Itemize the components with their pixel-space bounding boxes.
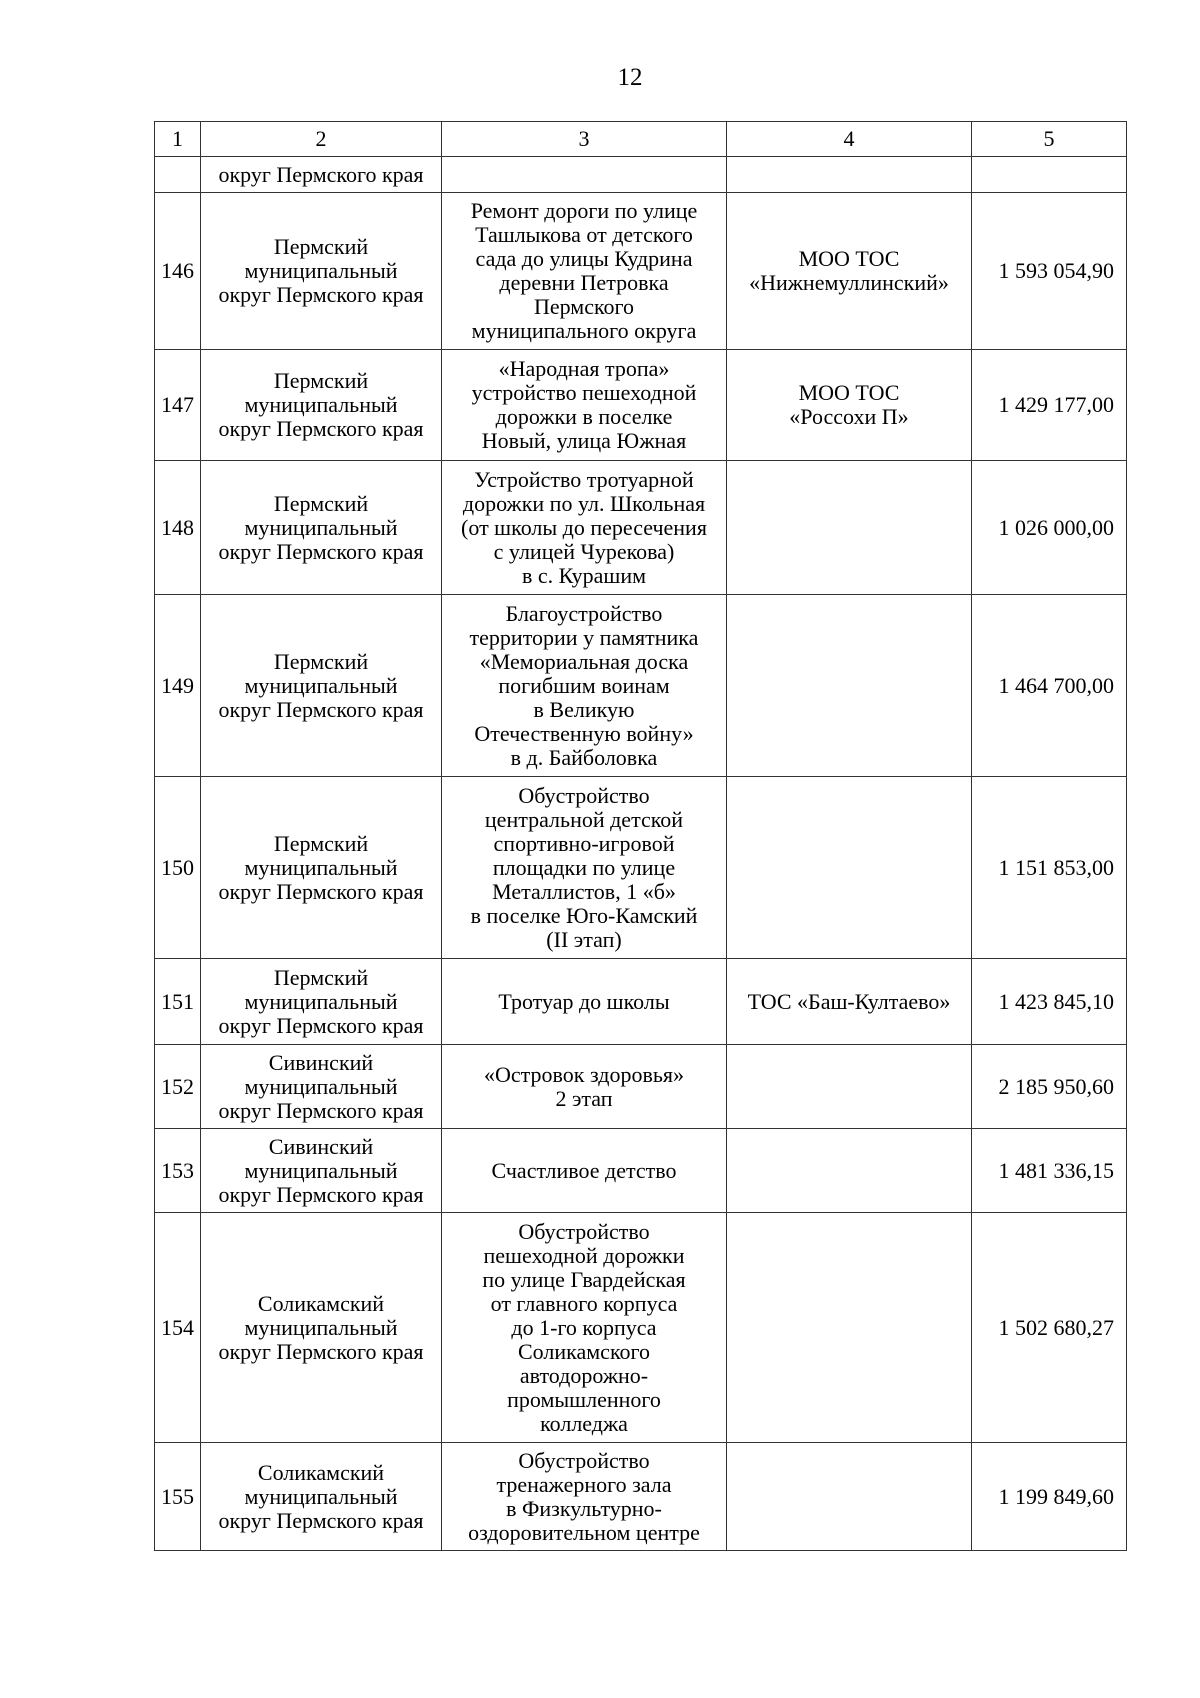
table-row bbox=[155, 595, 1127, 777]
project-cell-line: Обустройство bbox=[518, 1447, 650, 1473]
district-cell-line: округ Пермского края bbox=[218, 1338, 424, 1364]
amount-cell: 1 429 177,00 bbox=[972, 350, 1127, 461]
table-body bbox=[155, 122, 1127, 1551]
project-cell-line: центральной детской bbox=[484, 806, 684, 832]
project-cell-line: Пермского bbox=[533, 294, 635, 319]
district-cell-line: муниципальный bbox=[244, 854, 398, 880]
project-cell-line: в Великую bbox=[533, 696, 635, 722]
row-number-cell: 150 bbox=[155, 777, 201, 959]
organization-cell bbox=[727, 959, 972, 1045]
project-cell-line: от главного корпуса bbox=[490, 1290, 678, 1316]
project-cell-line: в Физкультурно- bbox=[506, 1495, 662, 1521]
project-cell-line: колледжа bbox=[540, 1410, 628, 1436]
project-cell-line: устройство пешеходной bbox=[471, 380, 697, 405]
organization-cell-line: МОО ТОС bbox=[798, 246, 900, 271]
district-cell-line: округ Пермского края bbox=[218, 1012, 424, 1038]
project-cell-line: Тротуар до школы bbox=[498, 988, 670, 1014]
table-row bbox=[155, 777, 1127, 959]
project-cell-line: Ташлыкова от детского bbox=[475, 222, 693, 247]
project-cell-line: спортивно-игровой bbox=[493, 830, 675, 856]
project-cell-line: площадки по улице bbox=[492, 854, 676, 880]
district-cell-line: Пермский bbox=[273, 234, 369, 259]
project-cell bbox=[442, 777, 727, 959]
project-cell-line: по улице Гвардейская bbox=[482, 1266, 686, 1292]
district-cell bbox=[201, 595, 442, 777]
table-row bbox=[155, 1129, 1127, 1213]
amount-cell: 1 481 336,15 bbox=[972, 1129, 1127, 1213]
project-cell-line: погибшим воинам bbox=[498, 672, 670, 698]
amount-cell: 1 199 849,60 bbox=[972, 1443, 1127, 1551]
district-cell-line: округ Пермского края bbox=[218, 1097, 424, 1123]
project-cell-line: дорожки в поселке bbox=[495, 404, 673, 429]
district-cell-line: муниципальный bbox=[244, 1073, 398, 1099]
project-cell-line: промышленного bbox=[507, 1386, 661, 1412]
project-cell-line: Новый, улица Южная bbox=[481, 428, 687, 453]
project-cell bbox=[442, 1045, 727, 1129]
table-row bbox=[155, 193, 1127, 350]
row-number-cell: 151 bbox=[155, 959, 201, 1045]
organization-cell bbox=[727, 1129, 972, 1213]
project-cell-line: сада до улицы Кудрина bbox=[475, 246, 693, 271]
district-cell-line: Соликамский bbox=[257, 1459, 385, 1485]
district-cell bbox=[201, 157, 442, 193]
district-cell-line: округ Пермского края bbox=[218, 878, 424, 904]
district-cell-line: муниципальный bbox=[244, 672, 398, 698]
project-cell-line: 2 этап bbox=[555, 1085, 613, 1111]
project-cell bbox=[442, 595, 727, 777]
table-row bbox=[155, 157, 1127, 193]
row-number-cell: 148 bbox=[155, 461, 201, 595]
organization-cell bbox=[727, 1213, 972, 1443]
project-cell-line: Устройство тротуарной bbox=[474, 466, 694, 492]
header-cell-project: 3 bbox=[442, 122, 727, 157]
organization-cell-line: ТОС «Баш-Култаево» bbox=[747, 988, 951, 1014]
table-row bbox=[155, 959, 1127, 1045]
district-cell-line: округ Пермского края bbox=[218, 1181, 424, 1207]
row-number-cell: 152 bbox=[155, 1045, 201, 1129]
grants-table bbox=[154, 121, 1127, 1551]
district-cell-line: округ Пермского края bbox=[218, 538, 424, 564]
organization-cell bbox=[727, 461, 972, 595]
project-cell-line: Отечественную войну» bbox=[474, 720, 694, 746]
project-cell-line: оздоровительном центре bbox=[468, 1519, 700, 1545]
project-cell-line: «Мемориальная доска bbox=[479, 648, 689, 674]
district-cell bbox=[201, 959, 442, 1045]
project-cell-line: муниципального округа bbox=[471, 318, 697, 343]
header-cell-district: 2 bbox=[201, 122, 442, 157]
amount-cell: 1 151 853,00 bbox=[972, 777, 1127, 959]
row-number-cell: 155 bbox=[155, 1443, 201, 1551]
project-cell-line: территории у памятника bbox=[469, 624, 699, 650]
organization-cell bbox=[727, 1045, 972, 1129]
district-cell-line: округ Пермского края bbox=[218, 1507, 424, 1533]
project-cell-line: дорожки по ул. Школьная bbox=[462, 490, 706, 516]
organization-cell bbox=[727, 350, 972, 461]
page-number: 12 bbox=[617, 64, 643, 91]
project-cell-line: «Островок здоровья» bbox=[484, 1061, 684, 1087]
organization-cell-line: «Россохи П» bbox=[789, 404, 909, 429]
project-cell-line: деревни Петровка bbox=[499, 270, 669, 295]
row-number-cell: 149 bbox=[155, 595, 201, 777]
district-cell bbox=[201, 193, 442, 350]
organization-cell-line: «Нижнемуллинский» bbox=[749, 270, 949, 295]
table-row bbox=[155, 461, 1127, 595]
project-cell-line: Обустройство bbox=[518, 1218, 650, 1244]
project-cell-line: Соликамского bbox=[518, 1338, 650, 1364]
project-cell-line: «Народная тропа» bbox=[498, 356, 670, 381]
district-cell-line: муниципальный bbox=[244, 1314, 398, 1340]
table-row bbox=[155, 1443, 1127, 1551]
district-cell-line: муниципальный bbox=[244, 392, 398, 417]
district-cell-line: муниципальный bbox=[244, 514, 398, 540]
organization-cell bbox=[727, 193, 972, 350]
project-cell-line: Ремонт дороги по улице bbox=[470, 198, 698, 223]
district-cell bbox=[201, 1045, 442, 1129]
district-cell-line: Пермский bbox=[273, 830, 369, 856]
district-cell-line: округ Пермского края bbox=[218, 696, 424, 722]
project-cell-line: пешеходной дорожки bbox=[483, 1242, 685, 1268]
district-cell bbox=[201, 461, 442, 595]
district-cell-line: Пермский bbox=[273, 490, 369, 516]
header-cell-org: 4 bbox=[727, 122, 972, 157]
project-cell-line: в д. Байболовка bbox=[510, 744, 658, 770]
district-cell bbox=[201, 350, 442, 461]
amount-cell: 1 593 054,90 bbox=[972, 193, 1127, 350]
amount-cell: 1 026 000,00 bbox=[972, 461, 1127, 595]
district-cell bbox=[201, 1213, 442, 1443]
project-cell bbox=[442, 1443, 727, 1551]
amount-cell: 2 185 950,60 bbox=[972, 1045, 1127, 1129]
district-cell-line: Сивинский bbox=[268, 1049, 374, 1075]
amount-cell: 1 464 700,00 bbox=[972, 595, 1127, 777]
district-cell-line: муниципальный bbox=[244, 1157, 398, 1183]
project-cell bbox=[442, 193, 727, 350]
header-cell-amount: 5 bbox=[972, 122, 1127, 157]
project-cell-line: в с. Курашим bbox=[521, 562, 647, 588]
table-row bbox=[155, 1213, 1127, 1443]
project-cell bbox=[442, 350, 727, 461]
project-cell bbox=[442, 959, 727, 1045]
amount-cell bbox=[972, 157, 1127, 193]
row-number-cell: 153 bbox=[155, 1129, 201, 1213]
organization-cell bbox=[727, 777, 972, 959]
row-number-cell: 146 bbox=[155, 193, 201, 350]
project-cell-line: в поселке Юго-Камский bbox=[470, 902, 698, 928]
organization-cell bbox=[727, 157, 972, 193]
district-cell-line: Соликамский bbox=[257, 1290, 385, 1316]
project-cell-line: (II этап) bbox=[546, 926, 622, 952]
project-cell-line: до 1-го корпуса bbox=[511, 1314, 657, 1340]
project-cell bbox=[442, 157, 727, 193]
project-cell bbox=[442, 1129, 727, 1213]
project-cell-line: Металлистов, 1 «б» bbox=[492, 878, 676, 904]
organization-cell bbox=[727, 1443, 972, 1551]
header-cell-num: 1 bbox=[155, 122, 201, 157]
district-cell-line: Пермский bbox=[273, 368, 369, 393]
row-number-cell: 147 bbox=[155, 350, 201, 461]
project-cell-line: автодорожно- bbox=[519, 1362, 649, 1388]
project-cell bbox=[442, 461, 727, 595]
header-row bbox=[155, 122, 1127, 157]
district-cell-line: Пермский bbox=[273, 964, 369, 990]
project-cell-line: Обустройство bbox=[518, 782, 650, 808]
organization-cell bbox=[727, 595, 972, 777]
district-cell-line: округ Пермского края bbox=[218, 282, 424, 307]
district-cell bbox=[201, 1443, 442, 1551]
district-cell bbox=[201, 1129, 442, 1213]
table-row bbox=[155, 350, 1127, 461]
table-row bbox=[155, 1045, 1127, 1129]
project-cell-line: тренажерного зала bbox=[496, 1471, 672, 1497]
project-cell-line: (от школы до пересечения bbox=[461, 514, 707, 540]
row-number-cell bbox=[155, 157, 201, 193]
amount-cell: 1 502 680,27 bbox=[972, 1213, 1127, 1443]
row-number-cell: 154 bbox=[155, 1213, 201, 1443]
organization-cell-line: МОО ТОС bbox=[798, 380, 900, 405]
district-cell bbox=[201, 777, 442, 959]
district-cell-line: муниципальный bbox=[244, 1483, 398, 1509]
project-cell-line: с улицей Чурекова) bbox=[493, 538, 675, 564]
project-cell-line: Счастливое детство bbox=[491, 1157, 677, 1183]
project-cell-line: Благоустройство bbox=[505, 600, 663, 626]
district-cell-line: Сивинский bbox=[268, 1133, 374, 1159]
district-cell-line: округ Пермского края bbox=[218, 161, 424, 187]
amount-cell: 1 423 845,10 bbox=[972, 959, 1127, 1045]
project-cell bbox=[442, 1213, 727, 1443]
district-cell-line: округ Пермского края bbox=[218, 416, 424, 441]
district-cell-line: муниципальный bbox=[244, 258, 398, 283]
district-cell-line: Пермский bbox=[273, 648, 369, 674]
district-cell-line: муниципальный bbox=[244, 988, 398, 1014]
